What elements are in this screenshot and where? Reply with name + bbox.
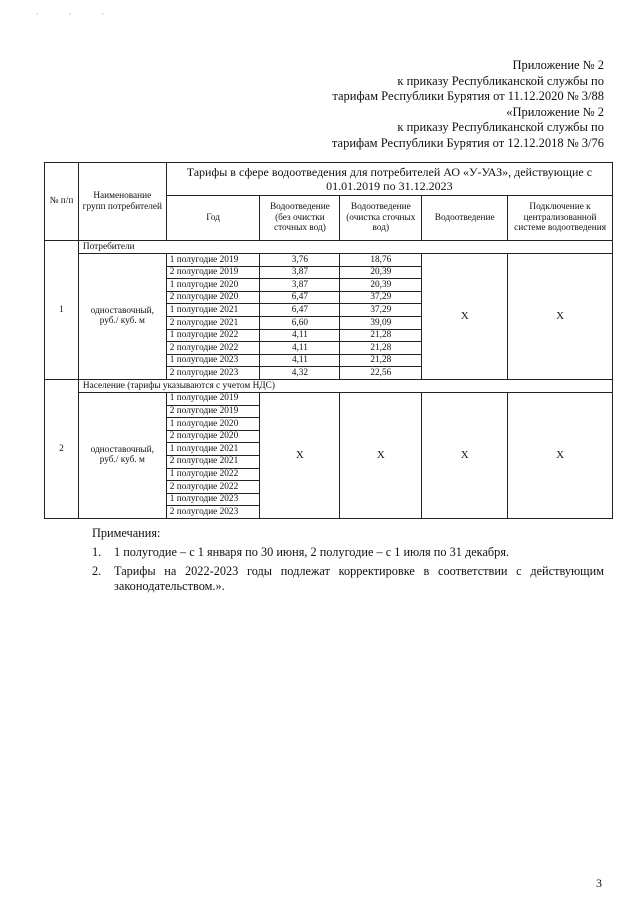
period-cell: 2 полугодие 2020 — [166, 291, 260, 304]
value-clean: 20,39 — [340, 279, 422, 292]
value-connect: Х — [508, 392, 613, 518]
value-no-clean: 4,32 — [260, 367, 340, 380]
period-cell: 1 полугодие 2021 — [166, 443, 260, 456]
scan-marks: · · · — [36, 10, 118, 19]
period-cell: 1 полугодие 2023 — [166, 493, 260, 506]
value-clean: 20,39 — [340, 266, 422, 279]
period-cell: 1 полугодие 2023 — [166, 354, 260, 367]
note-number: 1. — [92, 545, 102, 559]
header-line: тарифам Республики Бурятия от 11.12.2020 № 3/88 — [332, 89, 604, 103]
value-connect: Х — [508, 254, 613, 380]
note-item — [92, 564, 604, 594]
value-clean: 22,56 — [340, 367, 422, 380]
tariff-table — [44, 162, 613, 519]
value-no-clean: 4,11 — [260, 354, 340, 367]
value-no-clean: 4,11 — [260, 329, 340, 342]
header-line: к приказу Республиканской службы по — [397, 120, 604, 134]
value-no-clean: Х — [260, 392, 340, 518]
col-header-connect: Подключение к централизованной системе водоотведения — [508, 196, 613, 241]
period-cell: 2 полугодие 2022 — [166, 481, 260, 494]
value-no-clean: 3,87 — [260, 279, 340, 292]
notes-title: Примечания: — [92, 526, 161, 540]
row-number: 2 — [45, 379, 79, 518]
value-clean: Х — [340, 392, 422, 518]
col-header-name: Наименование групп потребителей — [78, 163, 166, 241]
period-cell: 1 полугодие 2022 — [166, 468, 260, 481]
period-cell: 2 полугодие 2019 — [166, 266, 260, 279]
section-title: Потребители — [78, 241, 612, 254]
header-line: Приложение № 2 — [512, 58, 604, 72]
period-cell: 2 полугодие 2019 — [166, 405, 260, 418]
value-no-clean: 6,47 — [260, 304, 340, 317]
period-cell: 1 полугодие 2020 — [166, 418, 260, 431]
value-no-clean: 6,47 — [260, 291, 340, 304]
value-clean: 37,29 — [340, 291, 422, 304]
note-text: 1 полугодие – с 1 января по 30 июня, 2 полугодие – с 1 июля по 31 декабря. — [114, 545, 510, 559]
value-clean: 21,28 — [340, 329, 422, 342]
col-header-drain: Водоотведение — [422, 196, 508, 241]
value-drain: Х — [422, 254, 508, 380]
value-clean: 21,28 — [340, 342, 422, 355]
notes-block — [92, 526, 604, 594]
period-cell: 1 полугодие 2019 — [166, 254, 260, 267]
period-cell: 2 полугодие 2022 — [166, 342, 260, 355]
col-header-num: № п/п — [45, 163, 79, 241]
value-drain: Х — [422, 392, 508, 518]
value-no-clean: 4,11 — [260, 342, 340, 355]
value-clean: 37,29 — [340, 304, 422, 317]
note-item — [92, 545, 604, 560]
period-cell: 2 полугодие 2023 — [166, 367, 260, 380]
header-line: «Приложение № 2 — [506, 104, 604, 119]
col-header-no-clean: Водоотведение (без очистки сточных вод) — [260, 196, 340, 241]
value-no-clean: 3,76 — [260, 254, 340, 267]
page-number: 3 — [596, 876, 602, 890]
group-name: одноставочный, руб./ куб. м — [78, 392, 166, 518]
period-cell: 2 полугодие 2023 — [166, 506, 260, 519]
period-cell: 1 полугодие 2020 — [166, 279, 260, 292]
col-header-clean: Водоотведение (очистка сточных вод) — [340, 196, 422, 241]
col-header-year: Год — [166, 196, 260, 241]
value-no-clean: 3,87 — [260, 266, 340, 279]
value-clean: 18,76 — [340, 254, 422, 267]
period-cell: 2 полугодие 2021 — [166, 316, 260, 329]
document-header — [204, 58, 604, 151]
period-cell: 1 полугодие 2022 — [166, 329, 260, 342]
value-clean: 39,09 — [340, 316, 422, 329]
group-name: одноставочный, руб./ куб. м — [78, 254, 166, 380]
header-line: тарифам Республики Бурятия от 12.12.2018 № 3/76 — [331, 135, 604, 150]
period-cell: 2 полугодие 2021 — [166, 455, 260, 468]
section-title: Население (тарифы указываются с учетом НДС) — [78, 379, 612, 392]
row-number: 1 — [45, 241, 79, 380]
period-cell: 2 полугодие 2020 — [166, 430, 260, 443]
header-line: к приказу Республиканской службы по — [397, 73, 604, 88]
period-cell: 1 полугодие 2021 — [166, 304, 260, 317]
value-clean: 21,28 — [340, 354, 422, 367]
note-number: 2. — [92, 564, 102, 578]
value-no-clean: 6,60 — [260, 316, 340, 329]
period-cell: 1 полугодие 2019 — [166, 392, 260, 405]
table-title: Тарифы в сфере водоотведения для потребителей АО «У-УАЗ», действующие с 01.01.2019 по 31.12.2023 — [166, 163, 612, 196]
note-text: Тарифы на 2022-2023 годы подлежат корректировке в соответствии с действующим законодательством.». — [114, 564, 604, 593]
